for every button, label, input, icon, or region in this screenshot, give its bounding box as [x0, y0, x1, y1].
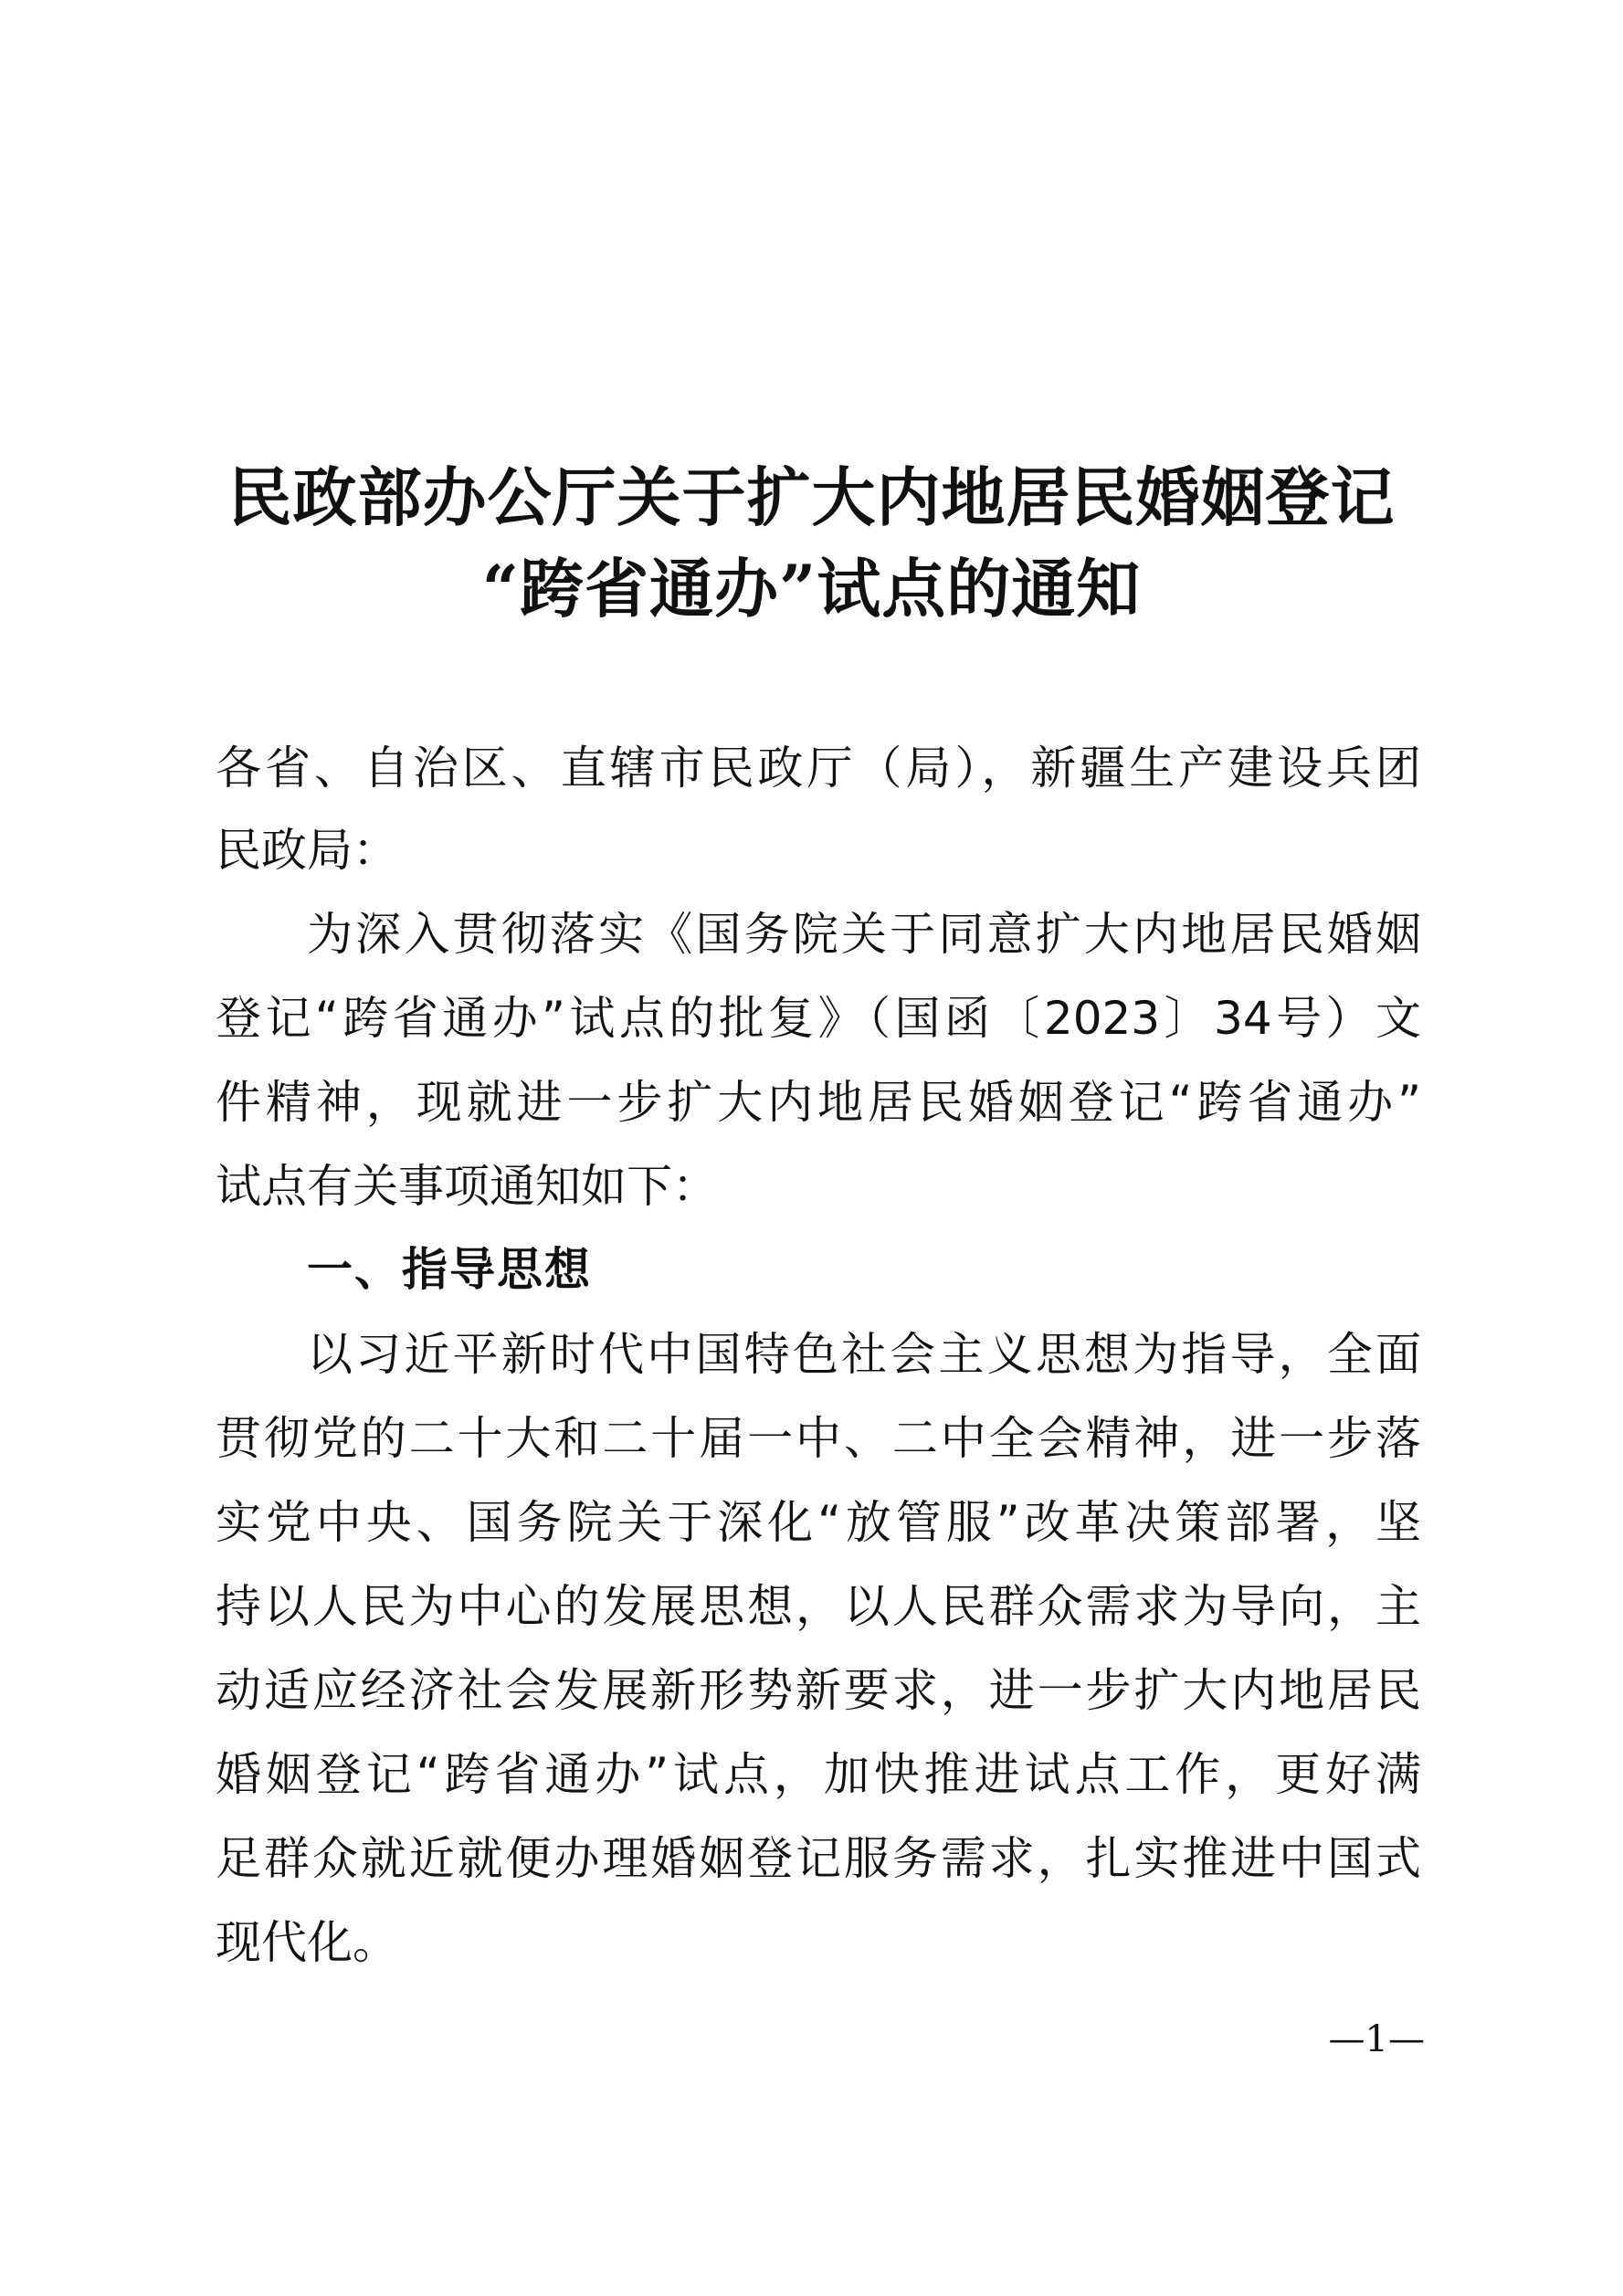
addressee-line-1: 各省、自治区、直辖市民政厅（局），新疆生产建设兵团 [216, 742, 1421, 795]
section1-line-7: 足群众就近就便办理婚姻登记服务需求，扎实推进中国式 [216, 1832, 1421, 1885]
section1-line-3: 实党中央、国务院关于深化“放管服”改革决策部署，坚 [216, 1496, 1421, 1549]
section1-line-1: 以习近平新时代中国特色社会主义思想为指导，全面 [307, 1328, 1421, 1381]
intro-line-3: 件精神，现就进一步扩大内地居民婚姻登记“跨省通办” [216, 1076, 1421, 1129]
document-title-line-1: 民政部办公厅关于扩大内地居民婚姻登记 [227, 459, 1396, 535]
intro-line-2: 登记“跨省通办”试点的批复》（国函〔2023〕34号）文 [216, 992, 1421, 1045]
section1-line-8: 现代化。 [216, 1916, 398, 1969]
document-title-line-2: “跨省通办”试点的通知 [481, 551, 1142, 627]
section1-line-6: 婚姻登记“跨省通办”试点，加快推进试点工作，更好满 [216, 1748, 1421, 1801]
page-number: —1— [1328, 2018, 1425, 2060]
intro-line-4: 试点有关事项通知如下： [216, 1160, 718, 1213]
section1-line-4: 持以人民为中心的发展思想，以人民群众需求为导向，主 [216, 1580, 1421, 1633]
section1-line-2: 贯彻党的二十大和二十届一中、二中全会精神，进一步落 [216, 1412, 1421, 1465]
section-heading-guiding-ideology: 一、指导思想 [307, 1243, 592, 1296]
section1-line-5: 动适应经济社会发展新形势新要求，进一步扩大内地居民 [216, 1664, 1421, 1717]
intro-line-1: 为深入贯彻落实《国务院关于同意扩大内地居民婚姻 [307, 908, 1421, 961]
addressee-line-2: 民政局： [216, 824, 398, 877]
